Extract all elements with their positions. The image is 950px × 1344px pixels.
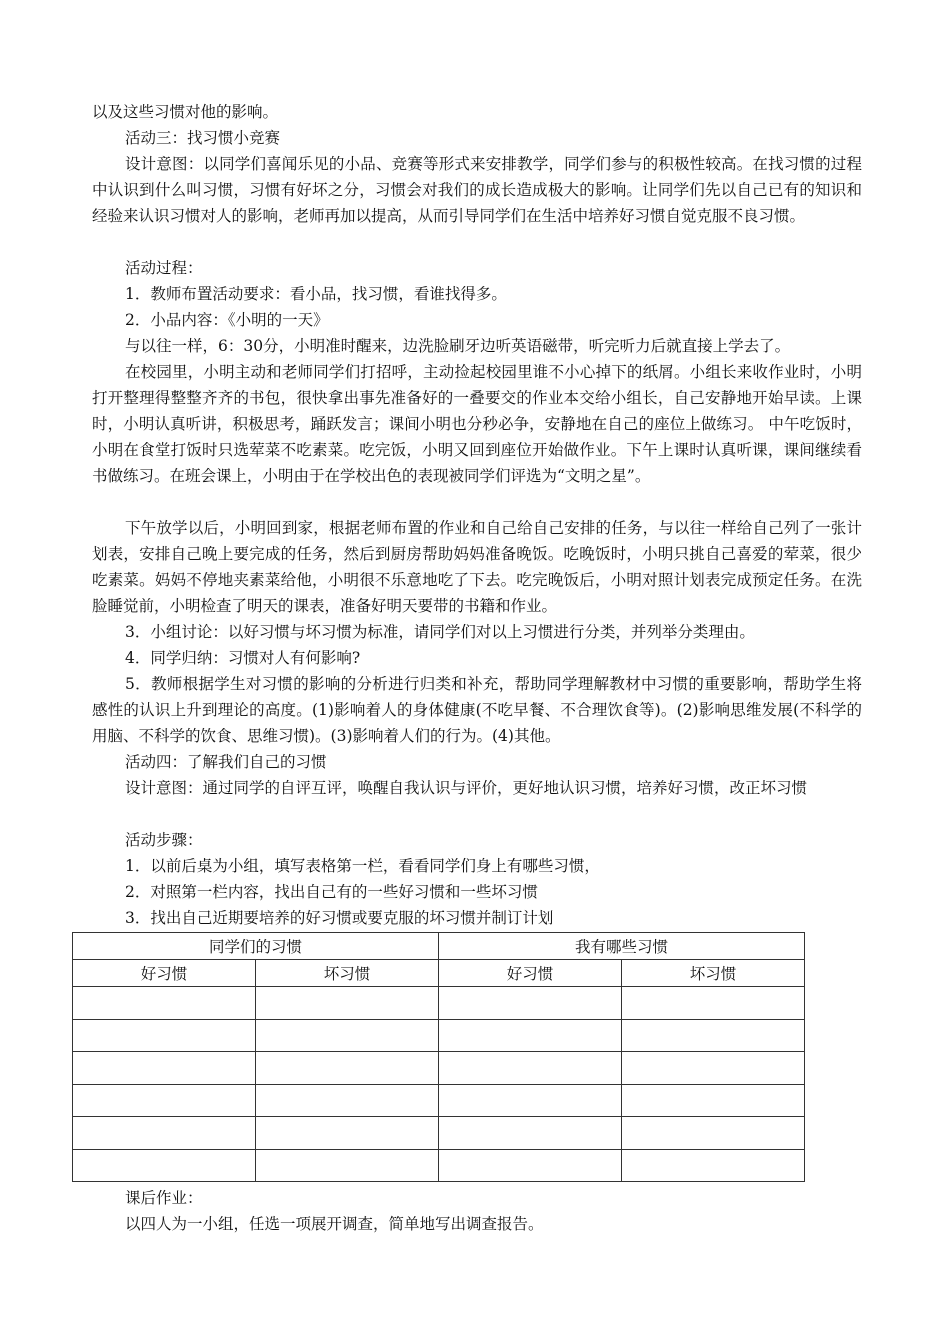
paragraph-intro-tail: 以及这些习惯对他的影响。	[92, 103, 279, 121]
column-classmates-bad: 坏习惯	[256, 960, 439, 987]
step-1: 1．教师布置活动要求：看小品，找习惯，看谁找得多。	[125, 285, 507, 303]
habits-table	[72, 932, 805, 1182]
skit-morning: 与以往一样，6：30分，小明准时醒来，边洗脸刷牙边听英语磁带，听完听力后就直接上学去了。	[125, 337, 791, 355]
table-cell[interactable]	[256, 987, 439, 1020]
step-4: 4．同学归纳：习惯对人有何影响?	[125, 649, 361, 667]
table-header-column-row	[73, 960, 805, 987]
column-my-good: 好习惯	[439, 960, 622, 987]
table-cell[interactable]	[439, 1019, 622, 1052]
table-cell[interactable]	[622, 987, 805, 1020]
table-cell[interactable]	[256, 1117, 439, 1150]
step-5: 5．教师根据学生对习惯的影响的分析进行归类和补充，帮助同学理解教材中习惯的重要影响，帮助学生将感性的认识上升到理论的高度。(1)影响着人的身体健康(不吃早餐、不合理饮食等)。(2)影响思维发展(不科学的用脑、不科学的饮食、思维习惯)。(3)影响着人们的行为。(4)其他。	[92, 675, 862, 745]
table-cell[interactable]	[439, 1052, 622, 1085]
activity-step-1: 1．以前后桌为小组，填写表格第一栏，看看同学们身上有哪些习惯，	[125, 857, 600, 875]
heading-activity-steps: 活动步骤：	[125, 831, 203, 849]
activity-step-2: 2．对照第一栏内容，找出自己有的一些好习惯和一些坏习惯	[125, 883, 538, 901]
step-2: 2．小品内容：《小明的一天》	[125, 311, 329, 329]
header-my-habits: 我有哪些习惯	[439, 933, 805, 960]
table-cell[interactable]	[73, 1019, 256, 1052]
skit-school: 在校园里，小明主动和老师同学们打招呼，主动捡起校园里谁不小心掉下的纸屑。小组长来收作业时，小明打开整理得整整齐齐的书包，很快拿出事先准备好的一叠要交的作业本交给小组长，自己安静地开始早读。上课时，小明认真听讲，积极思考，踊跃发言；课间小明也分秒必争，安静地在自己的座位上做练习。 中午吃饭时，小明在食堂打饭时只选荤菜不吃素菜。吃完饭，小明又回到座位开始做作业。下午上课时认真听课，课间继续看书做练习。在班会课上，小明由于在学校出色的表现被同学们评选为“文明之星”。	[92, 363, 862, 485]
paragraph-design-intent-4: 设计意图：通过同学的自评互评，唤醒自我认识与评价，更好地认识习惯，培养好习惯，改正坏习惯	[125, 779, 808, 797]
table-cell[interactable]	[439, 987, 622, 1020]
table-cell[interactable]	[439, 1149, 622, 1182]
column-classmates-good: 好习惯	[73, 960, 256, 987]
table-cell[interactable]	[622, 1117, 805, 1150]
table-cell[interactable]	[73, 987, 256, 1020]
table-cell[interactable]	[73, 1052, 256, 1085]
paragraph-design-intent-3: 设计意图：以同学们喜闻乐见的小品、竞赛等形式来安排教学，同学们参与的积极性较高。在找习惯的过程中认识到什么叫习惯，习惯有好坏之分，习惯会对我们的成长造成极大的影响。让同学们先以自己已有的知识和经验来认识习惯对人的影响，老师再加以提高，从而引导同学们在生活中培养好习惯自觉克服不良习惯。	[92, 155, 862, 225]
table-row	[73, 1084, 805, 1117]
table-row	[73, 1052, 805, 1085]
step-3: 3．小组讨论：以好习惯与坏习惯为标准，请同学们对以上习惯进行分类，并列举分类理由。	[125, 623, 755, 641]
table-row	[73, 1019, 805, 1052]
table-row	[73, 1117, 805, 1150]
table-cell[interactable]	[73, 1117, 256, 1150]
table-cell[interactable]	[439, 1084, 622, 1117]
heading-activity-process: 活动过程：	[125, 259, 203, 277]
table-cell[interactable]	[73, 1149, 256, 1182]
table-cell[interactable]	[256, 1019, 439, 1052]
table-cell[interactable]	[622, 1052, 805, 1085]
table-cell[interactable]	[622, 1019, 805, 1052]
homework-text: 以四人为一小组，任选一项展开调查，简单地写出调查报告。	[125, 1215, 544, 1233]
table-cell[interactable]	[73, 1084, 256, 1117]
table-cell[interactable]	[256, 1084, 439, 1117]
skit-evening: 下午放学以后，小明回到家，根据老师布置的作业和自己给自己安排的任务，与以往一样给自己列了一张计划表，安排自己晚上要完成的任务，然后到厨房帮助妈妈准备晚饭。吃晚饭时，小明只挑自己喜爱的荤菜，很少吃素菜。妈妈不停地夹素菜给他，小明很不乐意地吃了下去。吃完晚饭后，小明对照计划表完成预定任务。在洗脸睡觉前，小明检查了明天的课表，准备好明天要带的书籍和作业。	[92, 519, 862, 615]
heading-activity-4: 活动四：了解我们自己的习惯	[125, 753, 327, 771]
heading-activity-3: 活动三：找习惯小竞赛	[125, 129, 281, 147]
table-row	[73, 987, 805, 1020]
table-header-group-row	[73, 933, 805, 960]
table-cell[interactable]	[439, 1117, 622, 1150]
table-cell[interactable]	[622, 1149, 805, 1182]
header-classmates-habits: 同学们的习惯	[73, 933, 439, 960]
table-row	[73, 1149, 805, 1182]
table-cell[interactable]	[256, 1052, 439, 1085]
table-cell[interactable]	[256, 1149, 439, 1182]
table-cell[interactable]	[622, 1084, 805, 1117]
activity-step-3: 3．找出自己近期要培养的好习惯或要克服的坏习惯并制订计划	[125, 909, 554, 927]
heading-homework: 课后作业：	[125, 1189, 203, 1207]
column-my-bad: 坏习惯	[622, 960, 805, 987]
